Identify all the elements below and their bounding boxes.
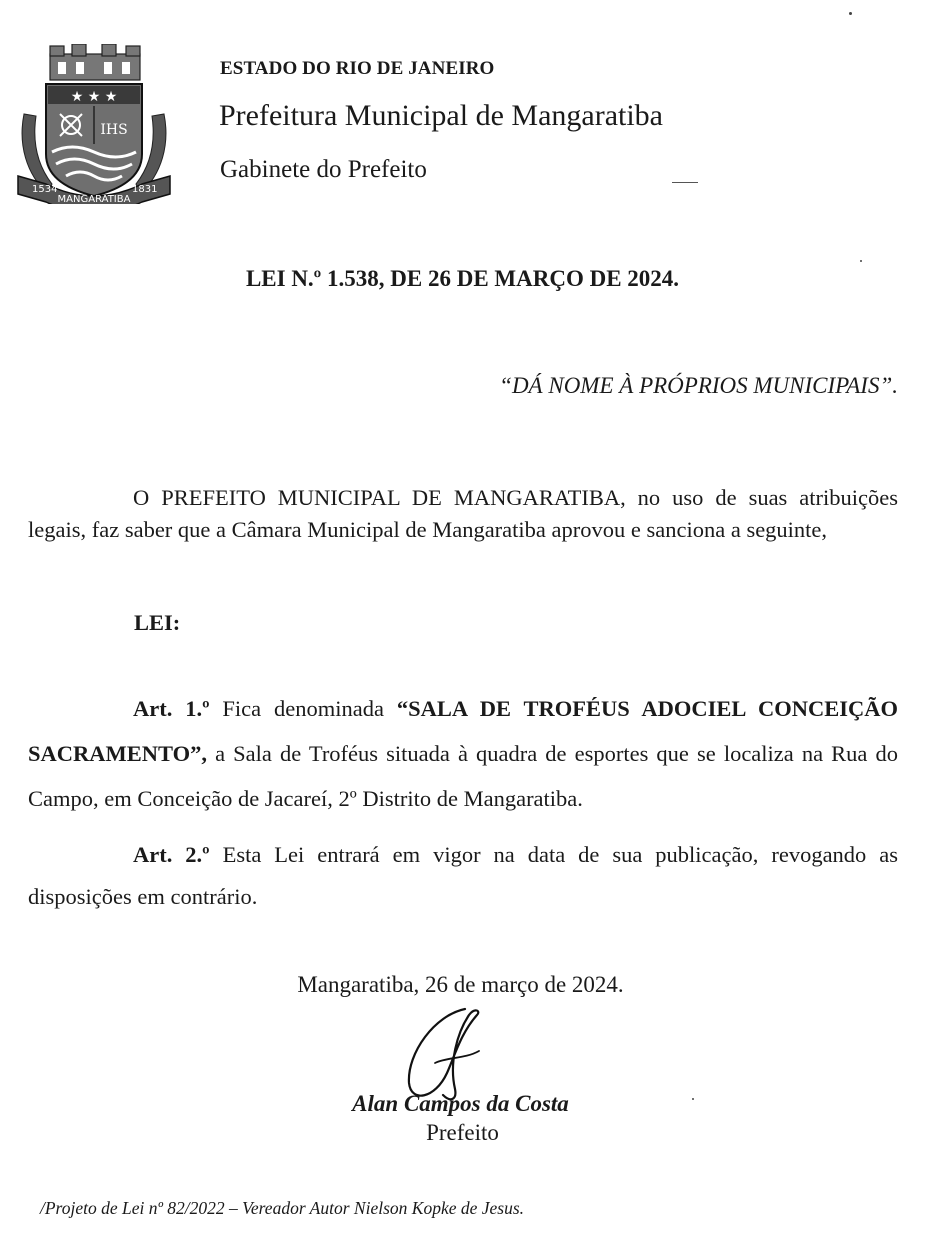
scan-speck bbox=[860, 260, 862, 262]
signatory-role: Prefeito bbox=[426, 1120, 499, 1145]
article-2 bbox=[28, 834, 898, 918]
article-1-highlight: “SALA DE TROFÉUS ADOCIEL CONCEIÇÃO SACRAMENTO”, bbox=[28, 696, 899, 766]
law-title: LEI N.º 1.538, DE 26 DE MARÇO DE 2024. bbox=[245, 266, 680, 291]
article-1 bbox=[28, 686, 898, 821]
crest-year-left: 1534 bbox=[32, 184, 58, 195]
scan-speck bbox=[849, 12, 852, 15]
article-1-text-after: a Sala de Troféus situada à quadra de esportes que se localiza na Rua do Campo, em Conceição de Jacareí, 2º Distrito de Mangaratiba. bbox=[28, 741, 898, 811]
signatory-name: Alan Campos da Costa bbox=[352, 1091, 569, 1116]
decorative-dash bbox=[672, 182, 698, 183]
footer-note: /Projeto de Lei nº 82/2022 – Vereador Autor Nielson Kopke de Jesus. bbox=[40, 1198, 525, 1218]
lei-label: LEI: bbox=[134, 610, 181, 635]
state-heading: ESTADO DO RIO DE JANEIRO bbox=[220, 58, 495, 79]
article-1-label: Art. 1.º bbox=[133, 696, 210, 721]
crest-year-right: 1831 bbox=[132, 184, 158, 195]
crest-monogram: IHS bbox=[100, 122, 128, 138]
prefecture-heading: Prefeitura Municipal de Mangaratiba bbox=[219, 99, 663, 132]
coat-of-arms-logo bbox=[16, 44, 172, 204]
article-2-label: Art. 2.º bbox=[133, 842, 210, 867]
office-heading: Gabinete do Prefeito bbox=[220, 156, 427, 183]
place-date: Mangaratiba, 26 de março de 2024. bbox=[297, 972, 624, 997]
svg-text:★ ★ ★: ★ ★ ★ bbox=[70, 89, 118, 105]
scan-speck bbox=[692, 1098, 694, 1100]
law-ementa: “DÁ NOME À PRÓPRIOS MUNICIPAIS”. bbox=[499, 373, 898, 398]
preamble-paragraph: O PREFEITO MUNICIPAL DE MANGARATIBA, no uso de suas atribuições legais, faz saber que a Câmara Municipal de Mangaratiba aprovou e sanciona a seguinte, bbox=[28, 485, 898, 542]
article-1-text-before: Fica denominada bbox=[209, 696, 397, 721]
crest-banner-text: MANGARATIBA bbox=[57, 194, 131, 204]
article-2-text: Esta Lei entrará em vigor na data de sua publicação, revogando as disposições em contrário. bbox=[28, 842, 899, 909]
